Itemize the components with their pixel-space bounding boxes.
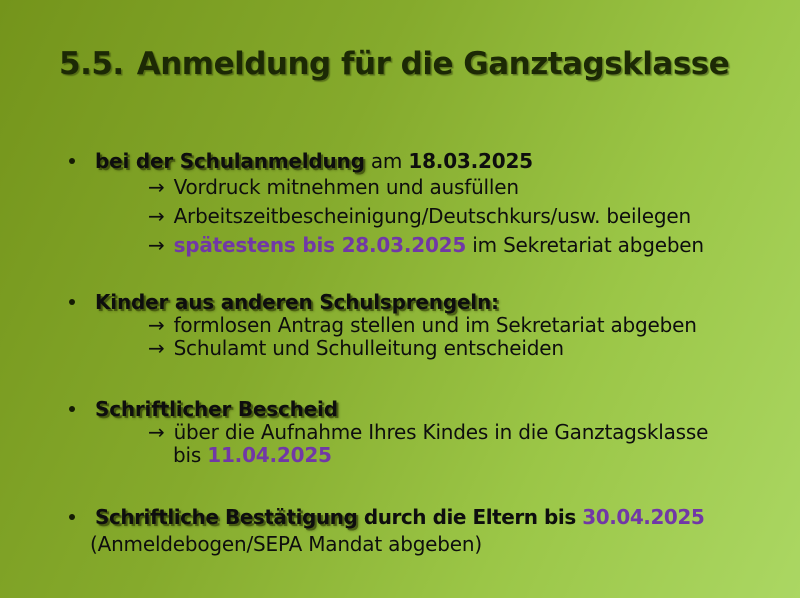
slide-title <box>59 46 729 82</box>
sub-item <box>0 337 800 360</box>
continuation-deadline: 11.04.2025 <box>207 443 332 467</box>
sub-item-text: Arbeitszeitbescheinigung/Deutschkurs/usw. beilegen <box>173 204 691 228</box>
note-text: (Anmeldebogen/SEPA Mandat abgeben) <box>90 532 482 556</box>
bullet-group-bescheid <box>0 397 800 467</box>
sub-item-text: im Sekretariat abgeben <box>466 233 704 257</box>
sub-item-text: Schulamt und Schulleitung entscheiden <box>173 336 564 360</box>
arrow-icon: → <box>148 313 165 337</box>
bullet-icon <box>69 158 75 164</box>
sub-item <box>0 202 800 231</box>
header-deadline: 30.04.2025 <box>582 505 705 529</box>
sub-item-text: formlosen Antrag stellen und im Sekretariat abgeben <box>173 313 697 337</box>
sub-item <box>0 173 800 202</box>
arrow-icon: → <box>148 175 165 199</box>
header-mid: durch die Eltern bis <box>357 505 583 529</box>
header-emphasis: Schriftliche Bestätigung <box>95 505 358 529</box>
header-date: 18.03.2025 <box>408 149 533 173</box>
bullet-group-schulsprengel <box>0 290 800 360</box>
sub-item-deadline: spätestens bis 28.03.2025 <box>173 233 467 257</box>
sub-item-continuation <box>0 443 800 467</box>
slide-title-number: 5.5. <box>59 46 124 82</box>
continuation-prefix: bis <box>173 443 208 467</box>
sub-item <box>0 314 800 337</box>
bullet-header <box>0 290 800 314</box>
header-emphasis: bei der Schulanmeldung <box>95 149 365 173</box>
sub-item-text: Vordruck mitnehmen und ausfüllen <box>173 175 519 199</box>
arrow-icon: → <box>148 204 165 228</box>
slide-title-text: Anmeldung für die Ganztagsklasse <box>136 46 730 82</box>
bullet-header <box>0 397 800 421</box>
header-mid: am <box>364 149 409 173</box>
arrow-icon: → <box>148 233 165 257</box>
sub-item-text: über die Aufnahme Ihres Kindes in die Ganztagsklasse <box>173 420 709 444</box>
bullet-header <box>0 149 800 173</box>
bullet-icon <box>69 406 75 412</box>
bullet-group-schulanmeldung <box>0 149 800 260</box>
sub-item <box>0 421 800 443</box>
sub-item <box>0 231 800 260</box>
bullet-group-bestaetigung <box>0 505 800 556</box>
header-emphasis: Kinder aus anderen Schulsprengeln: <box>95 290 499 314</box>
arrow-icon: → <box>148 336 165 360</box>
bullet-header <box>0 505 800 529</box>
arrow-icon: → <box>148 420 165 444</box>
bullet-icon <box>69 299 75 305</box>
header-emphasis: Schriftlicher Bescheid <box>95 397 338 421</box>
bullet-icon <box>69 514 75 520</box>
